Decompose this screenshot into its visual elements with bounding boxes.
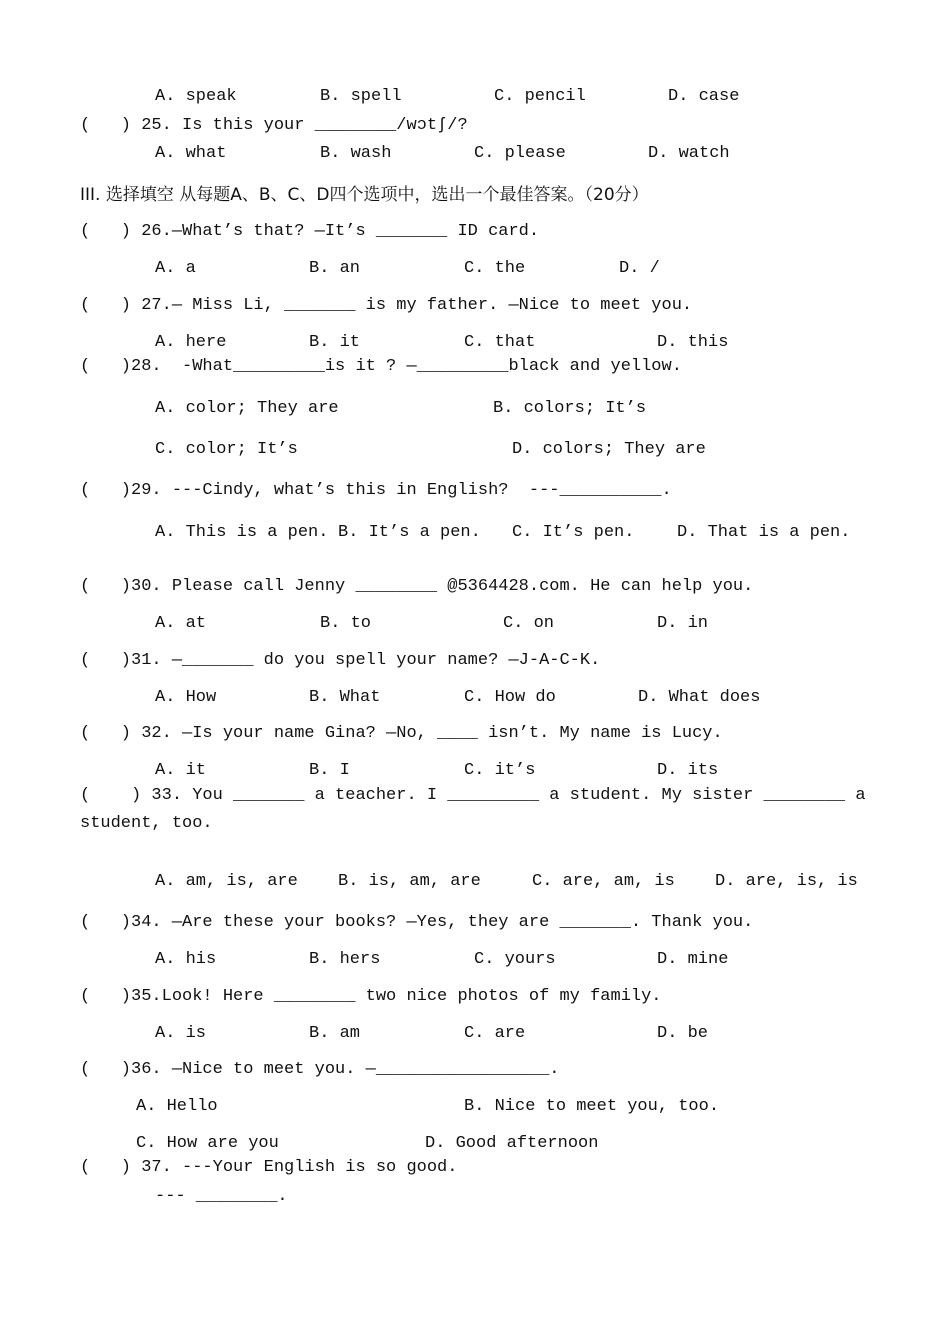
q32-option-a: A. it: [155, 761, 207, 780]
q28-option-b: B. colors; It’s: [493, 399, 647, 418]
q28-option-a: A. color; They are: [155, 399, 339, 418]
q30-option-c: C. on: [503, 614, 555, 633]
q24-option-d: D. case: [668, 87, 740, 106]
q30-stem: ( )30. Please call Jenny ________ @5364428.com. He can help you.: [80, 577, 754, 596]
q34-option-d: D. mine: [657, 950, 729, 969]
q36-option-d: D. Good afternoon: [425, 1134, 599, 1153]
q31-option-c: C. How do: [464, 688, 556, 707]
q30-option-b: B. to: [320, 614, 372, 633]
q32-option-c: C. it’s: [464, 761, 536, 780]
section-heading: III. 选择填空 从每题A、B、C、D四个选项中，选出一个最佳答案。（20分）: [80, 185, 649, 205]
q31-option-d: D. What does: [638, 688, 761, 707]
q27-option-c: C. that: [464, 333, 536, 352]
q26-option-d: D. /: [619, 259, 660, 278]
q29-option-d: D. That is a pen.: [677, 523, 851, 542]
q36-stem: ( )36. —Nice to meet you. —_________________.: [80, 1060, 560, 1079]
q27-option-b: B. it: [309, 333, 361, 352]
q26-stem: ( ) 26.—What’s that? —It’s _______ ID card.: [80, 222, 540, 241]
q35-option-c: C. are: [464, 1024, 526, 1043]
q32-option-b: B. I: [309, 761, 350, 780]
q37-answer-line: --- ________.: [155, 1187, 288, 1206]
q27-option-a: A. here: [155, 333, 227, 352]
q34-option-a: A. his: [155, 950, 217, 969]
q35-option-b: B. am: [309, 1024, 361, 1043]
q29-option-c: C. It’s pen.: [512, 523, 635, 542]
q29-option-a: A. This is a pen.: [155, 523, 329, 542]
q31-option-b: B. What: [309, 688, 381, 707]
q24-option-a: A. speak: [155, 87, 237, 106]
q33-stem-continued: student, too.: [80, 814, 213, 833]
q25-stem: ( ) 25. Is this your ________/wɔtʃ/?: [80, 116, 468, 135]
q30-option-d: D. in: [657, 614, 709, 633]
q32-option-d: D. its: [657, 761, 719, 780]
q25-option-c: C. please: [474, 144, 566, 163]
q26-option-b: B. an: [309, 259, 361, 278]
q24-option-c: C. pencil: [494, 87, 586, 106]
q31-stem: ( )31. —_______ do you spell your name? —J-A-C-K.: [80, 651, 601, 670]
q33-option-a: A. am, is, are: [155, 872, 298, 891]
q37-stem: ( ) 37. ---Your English is so good.: [80, 1158, 458, 1177]
q36-option-a: A. Hello: [136, 1097, 218, 1116]
q25-option-d: D. watch: [648, 144, 730, 163]
q34-option-b: B. hers: [309, 950, 381, 969]
q30-option-a: A. at: [155, 614, 207, 633]
q29-option-b: B. It’s a pen.: [338, 523, 481, 542]
q29-stem: ( )29. ---Cindy, what’s this in English? ---__________.: [80, 481, 672, 500]
q24-option-b: B. spell: [320, 87, 402, 106]
q26-option-a: A. a: [155, 259, 196, 278]
q28-option-c: C. color; It’s: [155, 440, 298, 459]
q33-option-c: C. are, am, is: [532, 872, 675, 891]
q34-option-c: C. yours: [474, 950, 556, 969]
q27-stem: ( ) 27.— Miss Li, _______ is my father. —Nice to meet you.: [80, 296, 693, 315]
q31-option-a: A. How: [155, 688, 217, 707]
q33-option-b: B. is, am, are: [338, 872, 481, 891]
q35-option-d: D. be: [657, 1024, 709, 1043]
q27-option-d: D. this: [657, 333, 729, 352]
q32-stem: ( ) 32. —Is your name Gina? —No, ____ isn’t. My name is Lucy.: [80, 724, 723, 743]
q28-stem: ( )28. -What_________is it ? —_________black and yellow.: [80, 357, 682, 376]
q34-stem: ( )34. —Are these your books? —Yes, they are _______. Thank you.: [80, 913, 754, 932]
q36-option-b: B. Nice to meet you, too.: [464, 1097, 720, 1116]
q33-stem: ( ) 33. You _______ a teacher. I _________ a student. My sister ________ a: [80, 786, 866, 805]
q35-stem: ( )35.Look! Here ________ two nice photos of my family.: [80, 987, 662, 1006]
q33-option-d: D. are, is, is: [715, 872, 858, 891]
q26-option-c: C. the: [464, 259, 526, 278]
q36-option-c: C. How are you: [136, 1134, 279, 1153]
q35-option-a: A. is: [155, 1024, 207, 1043]
q28-option-d: D. colors; They are: [512, 440, 706, 459]
q25-option-b: B. wash: [320, 144, 392, 163]
q25-option-a: A. what: [155, 144, 227, 163]
